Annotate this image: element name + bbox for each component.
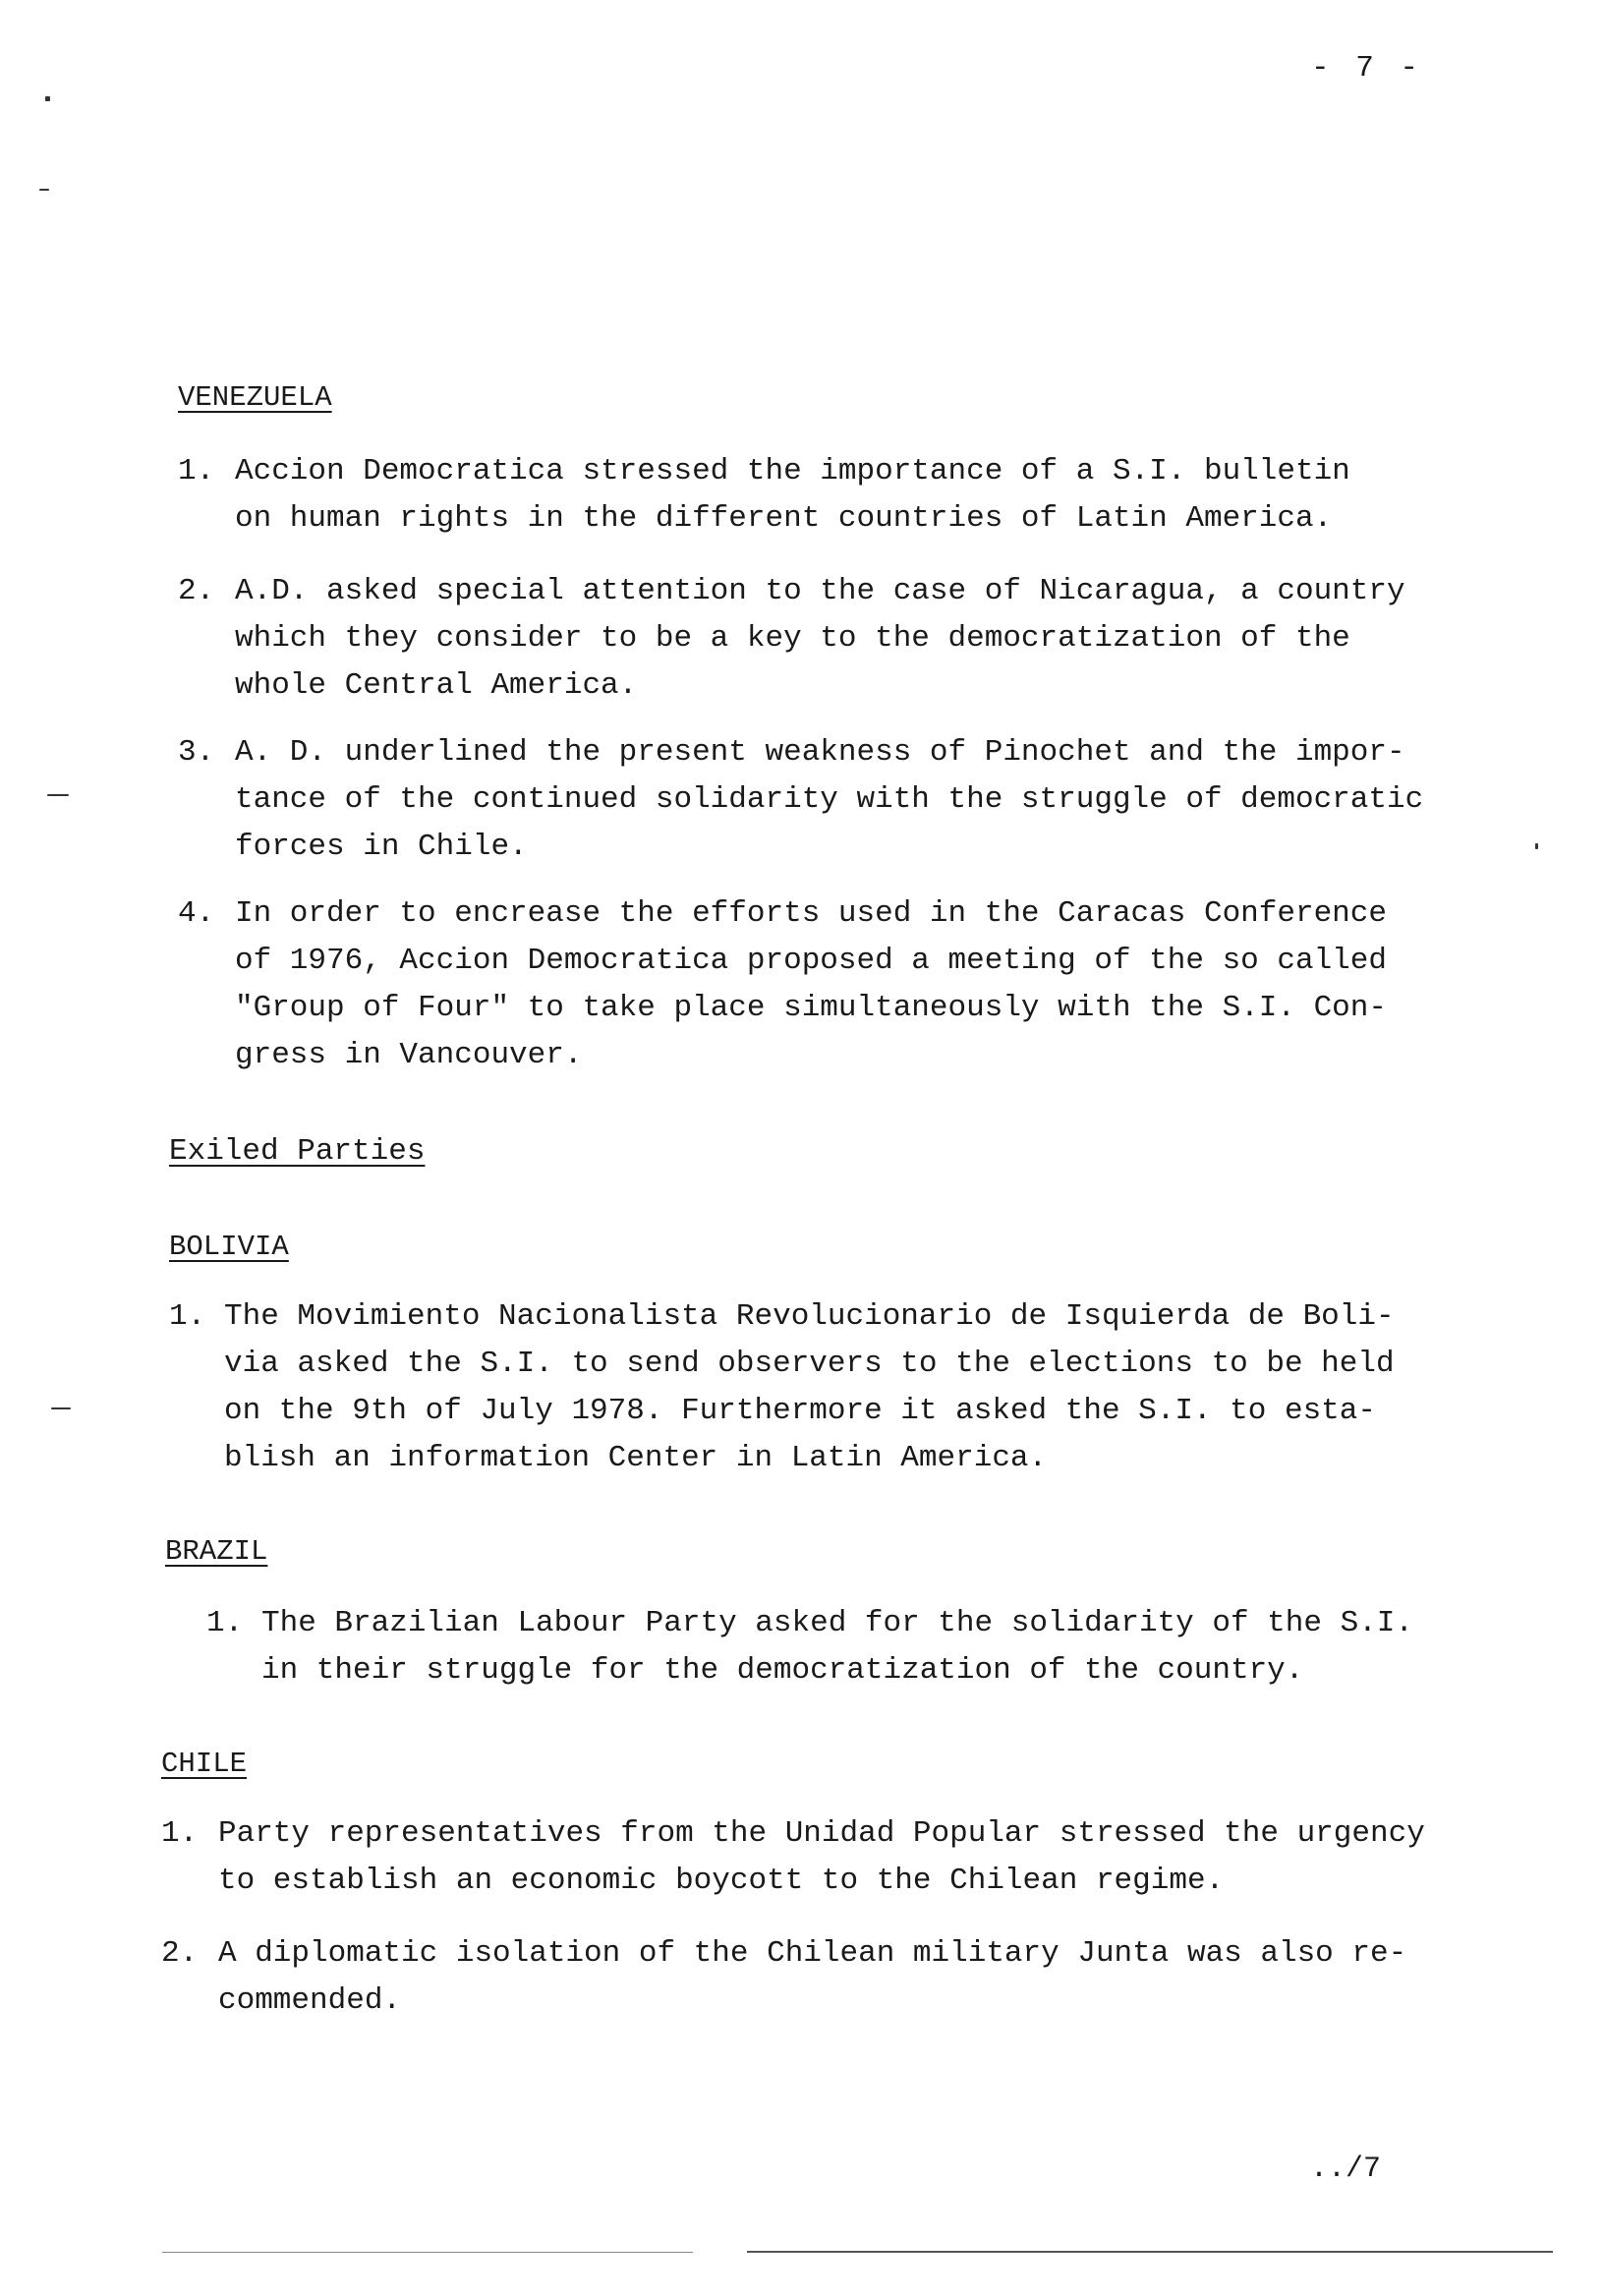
- item-number: 1.: [169, 1299, 206, 1334]
- item-text: In order to encrease the efforts used in the Caracas Conference of 1976, Accion Democratica proposed a meeting of the so called "Group of Four" to take place simultaneously with the S.I. Con- gress in Vancouver.: [235, 896, 1387, 1072]
- scan-rule-right: [747, 2251, 1553, 2253]
- venezuela-item-3: [178, 729, 1423, 871]
- chile-item-2: [161, 1930, 1406, 2025]
- item-text: A.D. asked special attention to the case of Nicaragua, a country which they consider to be a key to the democratization of the whole Central America.: [235, 574, 1405, 703]
- item-number: 3.: [178, 735, 215, 770]
- item-text: A. D. underlined the present weakness of Pinochet and the impor- tance of the continued solidarity with the struggle of democratic forces in Chile.: [235, 735, 1424, 864]
- item-text: A diplomatic isolation of the Chilean military Junta was also re- commended.: [218, 1936, 1407, 2018]
- item-number: 1.: [178, 454, 215, 488]
- scan-rule-left: [162, 2252, 693, 2253]
- item-text: Party representatives from the Unidad Popular stressed the urgency to establish an economic boycott to the Chilean regime.: [218, 1816, 1425, 1898]
- venezuela-item-2: [178, 568, 1405, 710]
- continuation-mark: ../7: [1310, 2152, 1382, 2186]
- heading-exiled-parties: Exiled Parties: [169, 1134, 426, 1169]
- venezuela-item-1: [178, 448, 1350, 543]
- page-number: - 7 -: [1311, 51, 1423, 86]
- scan-speck: [39, 189, 49, 191]
- item-text: The Movimiento Nacionalista Revolucionario de Isquierda de Boli- via asked the S.I. to send observers to the elections to be held on the 9th of July 1978. Furthermore it asked the S.I. to esta- blish an information Center in Latin America.: [224, 1299, 1395, 1475]
- scan-speck: [1535, 843, 1538, 849]
- heading-venezuela: VENEZUELA: [178, 381, 332, 414]
- heading-brazil: BRAZIL: [165, 1535, 268, 1568]
- item-text: Accion Democratica stressed the importance of a S.I. bulletin on human rights in the different countries of Latin America.: [235, 454, 1350, 536]
- chile-item-1: [161, 1810, 1425, 1905]
- item-number: 1.: [161, 1816, 199, 1851]
- item-text: The Brazilian Labour Party asked for the solidarity of the S.I. in their struggle for the democratization of the country.: [261, 1606, 1413, 1688]
- heading-chile: CHILE: [161, 1748, 248, 1780]
- item-number: 4.: [178, 896, 215, 931]
- venezuela-item-4: [178, 890, 1387, 1079]
- item-number: 1.: [206, 1606, 244, 1640]
- brazil-item-1: [206, 1600, 1413, 1694]
- item-number: 2.: [178, 574, 215, 608]
- scan-speck: [51, 1407, 71, 1409]
- scan-speck: [45, 96, 50, 101]
- bolivia-item-1: [169, 1293, 1395, 1482]
- item-number: 2.: [161, 1936, 199, 1971]
- scan-speck: [47, 794, 69, 796]
- heading-bolivia: BOLIVIA: [169, 1231, 289, 1263]
